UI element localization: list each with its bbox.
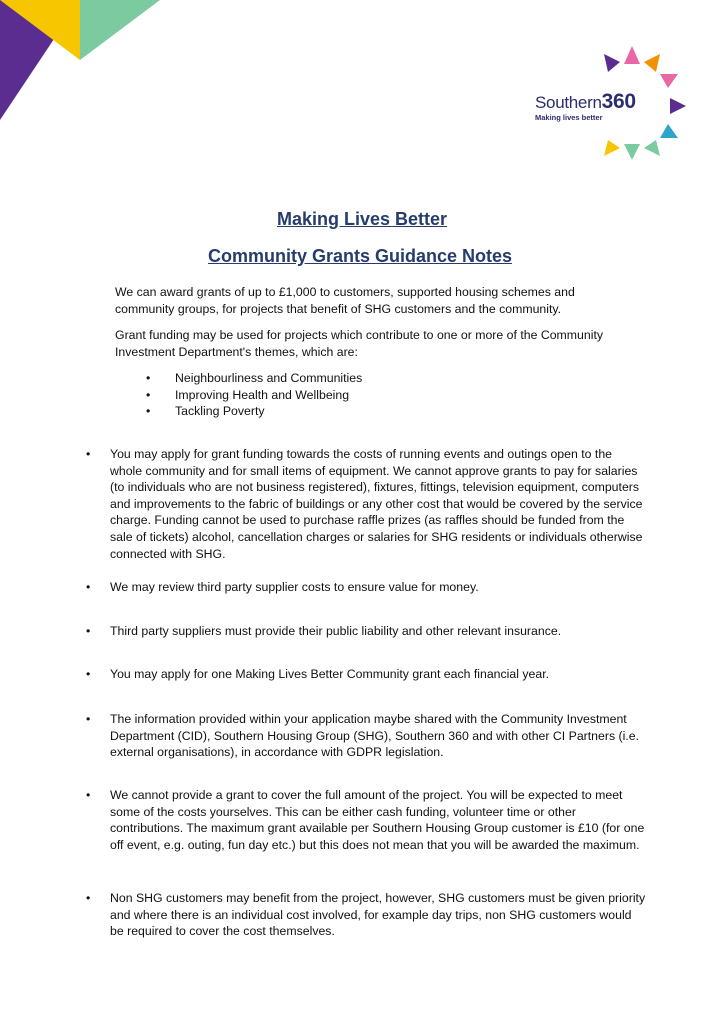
- bullet-text: We may review third party supplier costs to ensure value for money.: [110, 580, 479, 594]
- bullet-dot: •: [86, 447, 91, 461]
- theme-item: [148, 403, 362, 420]
- bullet-text: Non SHG customers may benefit from the project, however, SHG customers must be given priority and where there is an individual cost involved, for example day trips, non SHG customers would be required to cover the cost themselves.: [110, 891, 646, 939]
- bullet-dot: •: [86, 624, 91, 638]
- guidance-bullet: [86, 787, 646, 853]
- theme-label: Improving Health and Wellbeing: [175, 387, 350, 402]
- guidance-bullet: [86, 711, 646, 761]
- bullet-text: You may apply for one Making Lives Better Community grant each financial year.: [110, 667, 550, 681]
- themes-list: [148, 370, 362, 420]
- bullet-text: Third party suppliers must provide their public liability and other relevant insurance.: [110, 624, 562, 638]
- theme-item: [148, 370, 362, 387]
- guidance-bullet: [86, 890, 646, 940]
- bullet-dot: •: [86, 667, 91, 681]
- intro-paragraph-1: We can award grants of up to £1,000 to customers, supported housing schemes and community groups, for projects that benefit of SHG customers and the community.: [115, 285, 575, 316]
- bullet-text: We cannot provide a grant to cover the full amount of the project. You will be expected to meet some of the costs yourselves. This can be either cash funding, volunteer time or other contributions. The maximum grant available per Southern Housing Group customer is £10 (for one off event, e.g. outing, fun day etc.) but this does not mean that you will be awarded the maximum.: [110, 788, 645, 852]
- bullet-text: The information provided within your application maybe shared with the Community Investment Department (CID), Southern Housing Group (SHG), Southern 360 and with other CI Partners (i.e. external organisations), in accordance with GDPR legislation.: [110, 712, 640, 760]
- guidance-bullet: [86, 579, 646, 596]
- bullet-dot: •: [86, 712, 91, 726]
- logo-brand-number: 360: [601, 90, 636, 113]
- logo-tagline: Making lives better: [535, 113, 603, 122]
- page-title: Making Lives Better: [276, 209, 448, 229]
- logo-brand: [535, 90, 636, 114]
- logo-brand-name: Southern: [535, 93, 602, 112]
- page-subtitle: Community Grants Guidance Notes: [207, 246, 513, 266]
- corner-decoration: [0, 0, 170, 130]
- green-triangle: [80, 0, 160, 60]
- theme-label: Neighbourliness and Communities: [175, 371, 363, 385]
- guidance-bullet: [86, 666, 646, 683]
- bullet-text: You may apply for grant funding towards the costs of running events and outings open to the whole community and for small items of equipment. We cannot approve grants to pay for salaries (to individuals who are not business registered), fixtures, fittings, television equipment, computers and improvements to the fabric of buildings or any other cost that would be covered by the service charge. Funding cannot be used to purchase raffle prizes (as raffles should be funded from the sale of tickets) alcohol, cancellation charges or salaries for SHG residents or individuals otherwise connected with SHG.: [110, 447, 643, 561]
- theme-label: Tackling Poverty: [175, 404, 265, 418]
- intro-paragraph-2: Grant funding may be used for projects which contribute to one or more of the Community Investment Department's themes, which are:: [115, 328, 604, 359]
- bullet-dot: •: [86, 891, 91, 905]
- bullet-dot: •: [86, 580, 91, 594]
- theme-item: [148, 387, 362, 404]
- bullet-dot: •: [86, 788, 91, 802]
- logo-wordmark: [535, 90, 636, 122]
- guidance-bullet: [86, 623, 646, 640]
- guidance-bullet: [86, 446, 646, 562]
